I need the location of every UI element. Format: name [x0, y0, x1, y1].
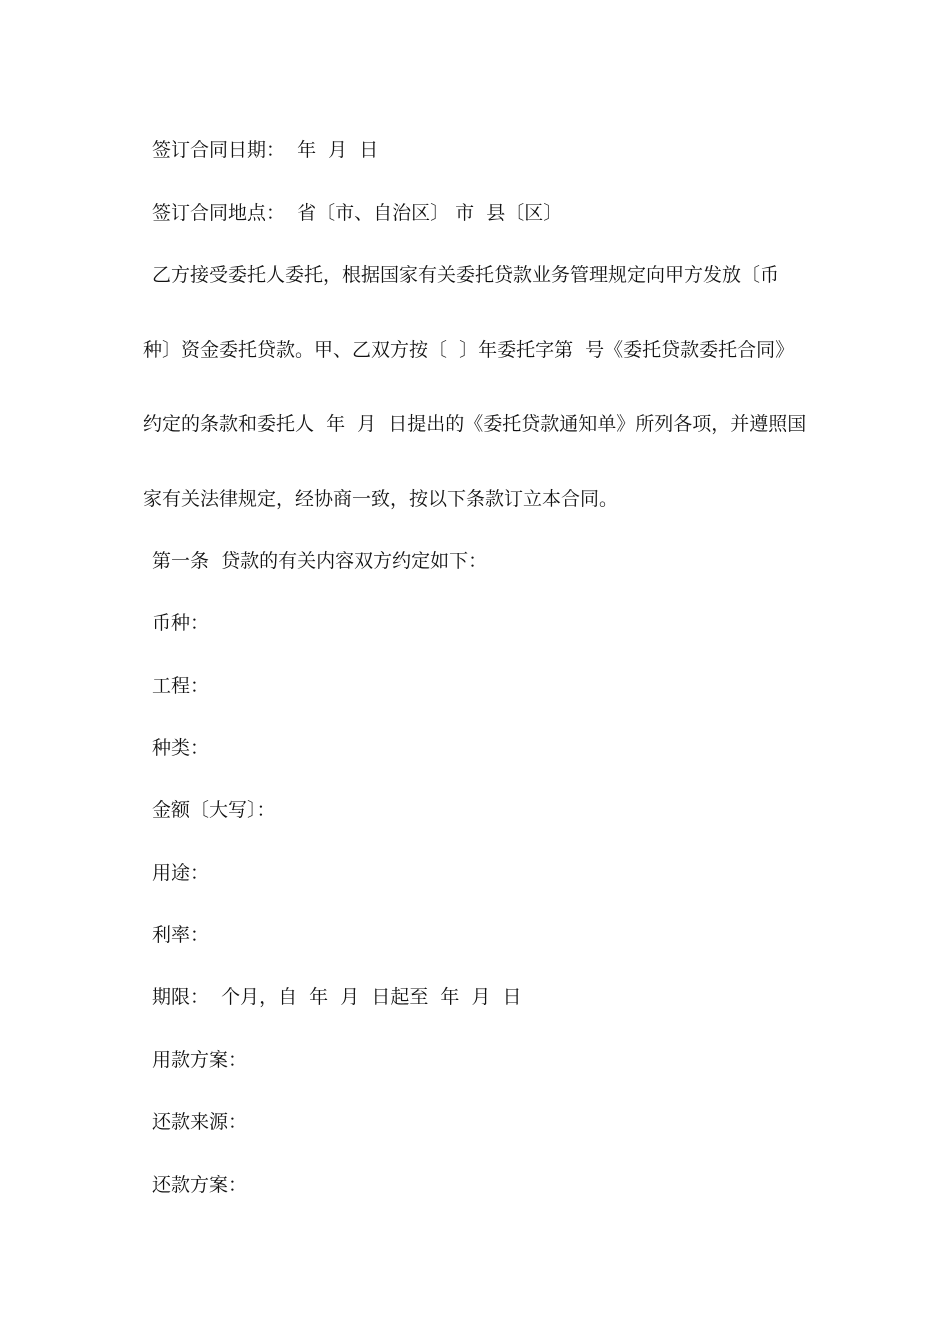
- sign-date-line: 签订合同日期： 年 月 日: [152, 139, 379, 161]
- field-usage-plan: 用款方案：: [152, 1049, 248, 1071]
- preamble-line-4: 家有关法律规定，经协商一致，按以下条款订立本合同。: [143, 488, 619, 510]
- preamble-line-2: 种〕资金委托贷款。甲、乙双方按〔 〕年委托字第 号《委托贷款委托合同》: [143, 339, 795, 361]
- article-1-heading: 第一条 贷款的有关内容双方约定如下：: [152, 550, 488, 572]
- sign-place-line: 签订合同地点： 省〔市、自治区〕 市 县〔区〕: [152, 202, 563, 224]
- field-amount: 金额〔大写〕：: [152, 799, 276, 821]
- field-repayment-plan: 还款方案：: [152, 1174, 248, 1196]
- preamble-line-3: 约定的条款和委托人 年 月 日提出的《委托贷款通知单》所列各项，并遵照国: [143, 413, 807, 435]
- field-purpose: 用途：: [152, 862, 210, 884]
- field-term: 期限： 个月，自 年 月 日起至 年 月 日: [152, 986, 522, 1008]
- field-project: 工程：: [152, 675, 210, 697]
- field-repayment-source: 还款来源：: [152, 1111, 248, 1133]
- field-interest-rate: 利率：: [152, 924, 210, 946]
- field-currency: 币种：: [152, 612, 210, 634]
- field-type: 种类：: [152, 737, 210, 759]
- preamble-line-1: 乙方接受委托人委托，根据国家有关委托贷款业务管理规定向甲方发放〔币: [152, 264, 780, 286]
